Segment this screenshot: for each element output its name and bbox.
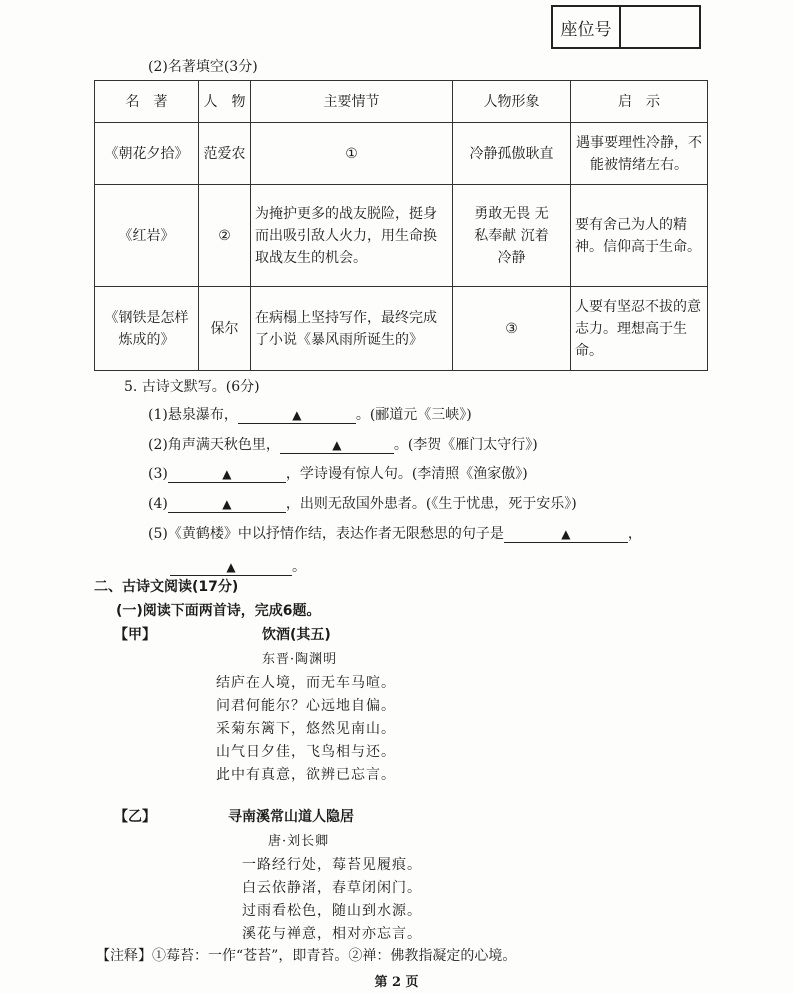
answer-blank[interactable]: ▲ bbox=[170, 559, 292, 576]
seat-number-box bbox=[551, 5, 701, 49]
table-header: 名 著 bbox=[95, 81, 199, 123]
table-cell: 为掩护更多的战友脱险，挺身而出吸引敌人火力，用生命换取战友生的机会。 bbox=[251, 185, 453, 287]
table-row bbox=[95, 287, 708, 371]
q5-item: (1)悬泉瀑布， ▲ 。(郦道元《三峡》) bbox=[148, 407, 472, 423]
seat-number-label: 座位号 bbox=[553, 7, 621, 47]
table-cell: ③ bbox=[453, 287, 571, 371]
table-row bbox=[95, 185, 708, 287]
poem-b-tag: 【乙】 bbox=[114, 809, 156, 825]
annotation-note: 【注释】①莓苔：一作“苍苔”，即青苔。②禅：佛教指凝定的心境。 bbox=[96, 948, 517, 964]
poem-line: 过雨看松色，随山到水源。 bbox=[242, 903, 422, 919]
table-header: 启 示 bbox=[571, 81, 708, 123]
seat-number-field[interactable] bbox=[621, 7, 699, 47]
q5-item: (5)《黄鹤楼》中以抒情作结，表达作者无限愁思的句子是 ▲ ， bbox=[148, 526, 642, 542]
poem-line: 山气日夕佳，飞鸟相与还。 bbox=[216, 744, 396, 760]
section2-sub1: (一)阅读下面两首诗，完成6题。 bbox=[116, 603, 321, 619]
answer-blank[interactable]: ▲ bbox=[168, 466, 286, 483]
table-cell: 要有舍己为人的精神。信仰高于生命。 bbox=[571, 185, 708, 287]
poem-line: 此中有真意，欲辨已忘言。 bbox=[216, 767, 396, 783]
table-header-row bbox=[95, 81, 708, 123]
table-cell: 遇事要理性冷静，不能被情绪左右。 bbox=[571, 123, 708, 185]
table-cell: 人要有坚忍不拔的意志力。理想高于生命。 bbox=[571, 287, 708, 371]
table-cell: ① bbox=[251, 123, 453, 185]
poem-line: 白云依静渚，春草闭闲门。 bbox=[242, 880, 422, 896]
table-cell: 保尔 bbox=[199, 287, 251, 371]
poem-line: 采菊东篱下，悠然见南山。 bbox=[216, 721, 396, 737]
table-row bbox=[95, 123, 708, 185]
table-header: 主要情节 bbox=[251, 81, 453, 123]
q4-sub2-title: (2)名著填空(3分) bbox=[148, 59, 258, 75]
answer-blank[interactable]: ▲ bbox=[504, 526, 628, 543]
q5-item: (4) ▲ ，出则无敌国外患者。(《生于忧患，死于安乐》) bbox=[148, 496, 577, 512]
answer-blank[interactable]: ▲ bbox=[280, 437, 394, 454]
poem-line: 溪花与禅意，相对亦忘言。 bbox=[242, 926, 422, 942]
poem-a-author: 东晋·陶渊明 bbox=[262, 652, 338, 667]
table-cell: 《朝花夕拾》 bbox=[95, 123, 199, 185]
poem-line: 问君何能尔？心远地自偏。 bbox=[216, 698, 396, 714]
q5-item: (2)角声满天秋色里， ▲ 。(李贺《雁门太守行》) bbox=[148, 437, 538, 453]
page-number: 第 2 页 bbox=[374, 975, 419, 990]
poem-a-title: 饮酒(其五) bbox=[262, 627, 331, 643]
classics-table bbox=[94, 80, 708, 371]
answer-blank[interactable]: ▲ bbox=[238, 407, 356, 424]
answer-blank[interactable]: ▲ bbox=[168, 496, 286, 513]
section2-title: 二、古诗文阅读(17分) bbox=[94, 579, 239, 595]
table-cell: 《红岩》 bbox=[95, 185, 199, 287]
table-cell: 《钢铁是怎样炼成的》 bbox=[95, 287, 199, 371]
poem-line: 结庐在人境，而无车马喧。 bbox=[216, 675, 396, 691]
poem-line: 一路经行处，莓苔见履痕。 bbox=[242, 857, 422, 873]
poem-a-tag: 【甲】 bbox=[114, 627, 156, 643]
q5-title: 5. 古诗文默写。(6分) bbox=[124, 379, 260, 395]
q5-item: (3) ▲ ，学诗谩有惊人句。(李清照《渔家傲》) bbox=[148, 466, 528, 482]
q5-item: ▲ 。 bbox=[170, 556, 306, 576]
table-header: 人物形象 bbox=[453, 81, 571, 123]
table-cell: 范爱农 bbox=[199, 123, 251, 185]
poem-b-title: 寻南溪常山道人隐居 bbox=[228, 809, 354, 825]
poem-b-author: 唐·刘长卿 bbox=[268, 834, 330, 849]
table-cell: 冷静孤傲耿直 bbox=[453, 123, 571, 185]
table-header: 人 物 bbox=[199, 81, 251, 123]
table-cell: 勇敢无畏 无私奉献 沉着冷静 bbox=[453, 185, 571, 287]
table-cell: ② bbox=[199, 185, 251, 287]
table-cell: 在病榻上坚持写作，最终完成了小说《暴风雨所诞生的》 bbox=[251, 287, 453, 371]
